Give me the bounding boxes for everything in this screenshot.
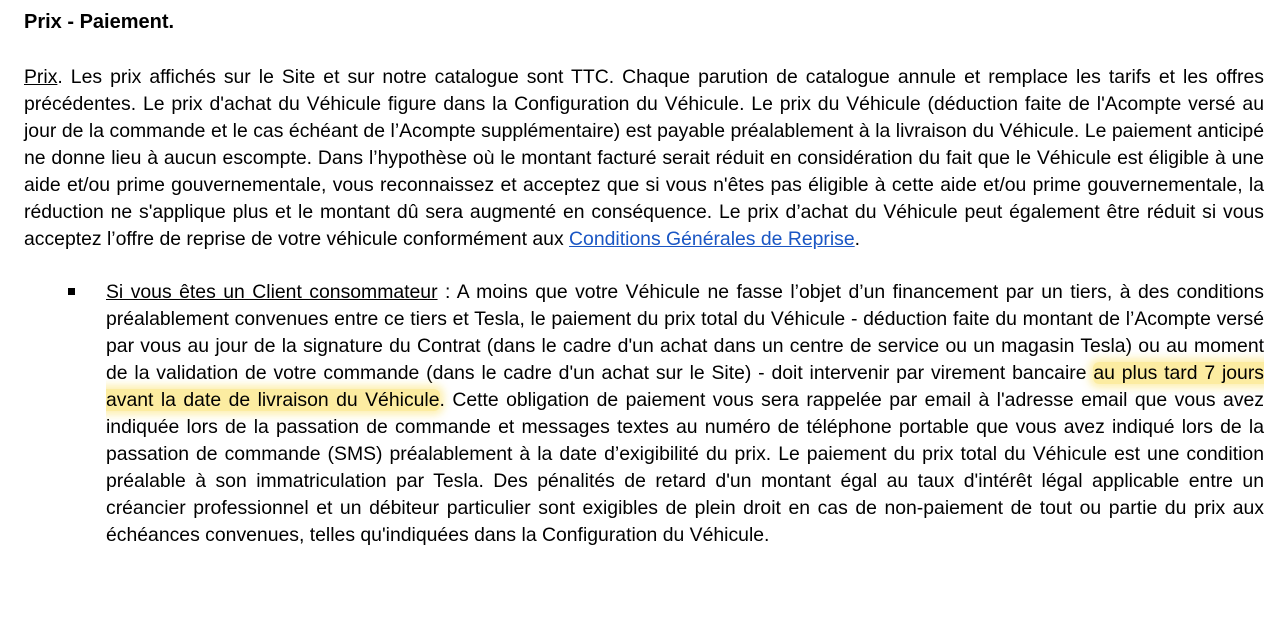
consumer-lead: Si vous êtes un Client consommateur [106,281,438,303]
consumer-paragraph [106,279,1264,549]
price-text: . Les prix affichés sur le Site et sur notre catalogue sont TTC. Chaque parution de catalogue annule et remplace les tarifs et les offres précédentes. Le prix d'achat du Véhicule figure dans la Configuration du Véhicule. Le prix du Véhicule (déduction faite de l'Acompte versé au jour de la commande et le cas échéant de l’Acompte supplémentaire) est payable préalablement à la livraison du Véhicule. Le paiement anticipé ne donne lieu à aucun escompte. Dans l’hypothèse où le montant facturé serait réduit en considération du fait que le Véhicule est éligible à une aide et/ou prime gouvernementale, vous reconnaissez et acceptez que si vous n'êtes pas éligible à cette aide et/ou prime gouvernementale, la réduction ne s'applique plus et le montant dû sera augmenté en conséquence. Le prix d’achat du Véhicule peut également être réduit si vous acceptez l’offre de reprise de votre véhicule conformément aux [24,66,1264,250]
trade-in-terms-link[interactable]: Conditions Générales de Reprise [569,228,855,250]
consumer-text-end: . Cette obligation de paiement vous sera rappelée par email à l'adresse email que vous avez indiquée lors de la passation de commande et messages textes au numéro de téléphone portable que vous avez indiqué lors de la passation de commande (SMS) préalablement à la date d’exigibilité du prix. Le paiement du prix total du Véhicule est une condition préalable à son immatriculation par Tesla. Des pénalités de retard d'un montant égal au taux d'intérêt légal applicable entre un créancier professionnel et un débiteur particulier sont exigibles de plein droit en cas de non-paiement de tout ou partie du prix aux échéances convenues, telles qu'indiquées dans la Configuration du Véhicule. [106,389,1265,546]
consumer-text: : A moins que votre Véhicule ne fasse l’objet d’un financement par un tiers, à des conditions préalablement convenues entre ce tiers et Tesla, le paiement du prix total du Véhicule - déduction faite du montant de l’Acompte versé par vous au jour de la signature du Contrat (dans le cadre d'un achat dans un centre de service ou un magasin Tesla) ou au moment de la validation de votre commande (dans le cadre d'un achat sur le Site) - doit intervenir par virement bancaire [106,281,1264,384]
section-title: Prix - Paiement. [24,11,175,33]
square-bullet-icon [68,288,75,295]
document-body [24,8,1264,549]
list-item [24,279,1264,549]
price-lead: Prix [24,66,58,88]
price-text-end: . [854,228,861,250]
highlighted-text: au plus tard 7 jours avant la date de livraison du Véhicule [106,362,1264,411]
price-paragraph [24,64,1264,253]
